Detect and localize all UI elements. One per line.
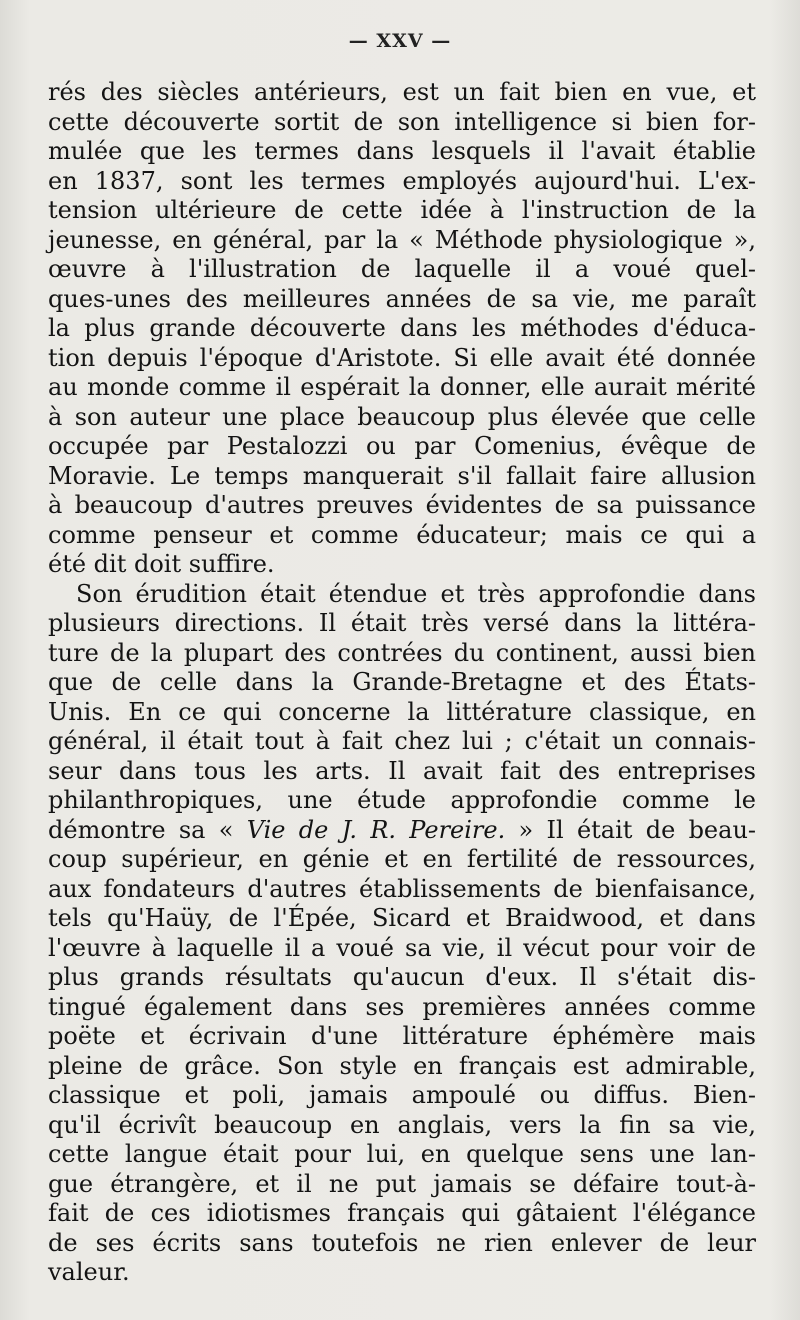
text-line: pleine de grâce. Son style en français est admirable, xyxy=(48,1051,756,1080)
paragraph xyxy=(48,78,756,580)
text-line: fait de ces idiotismes français qui gâtaient l'élégance xyxy=(48,1199,756,1227)
text-line: œuvre à l'illustration de laquelle il a voué quel- xyxy=(48,255,756,283)
text-line: jeunesse, en général, par la « Méthode physiologique », xyxy=(48,225,756,254)
body-text xyxy=(48,78,756,1288)
text-line: Unis. En ce qui concerne la littérature classique, en xyxy=(48,697,756,726)
text-line: à beaucoup d'autres preuves évidentes de sa puissance xyxy=(48,491,756,519)
text-line: comme penseur et comme éducateur; mais ce qui a xyxy=(48,520,756,549)
text-line: aux fondateurs d'autres établissements de bienfaisance, xyxy=(48,874,756,903)
text-line: de ses écrits sans toutefois ne rien enlever de leur xyxy=(48,1228,756,1257)
text-line: que de celle dans la Grande-Bretagne et des États- xyxy=(48,668,756,696)
text-line xyxy=(48,816,756,846)
text-line: à son auteur une place beaucoup plus élevée que celle xyxy=(48,402,756,431)
text-line: poëte et écrivain d'une littérature éphémère mais xyxy=(48,1022,756,1050)
text-line: tels qu'Haüy, de l'Épée, Sicard et Braidwood, et dans xyxy=(48,904,756,932)
paragraph xyxy=(48,580,756,1288)
text-line: coup supérieur, en génie et en fertilité de ressources, xyxy=(48,845,756,873)
text-line: tension ultérieure de cette idée à l'instruction de la xyxy=(48,196,756,224)
text-line: la plus grande découverte dans les méthodes d'éduca- xyxy=(48,314,756,342)
page-number-header: — XXV — xyxy=(348,30,452,52)
text-line: qu'il écrivît beaucoup en anglais, vers la fin sa vie, xyxy=(48,1110,756,1139)
text-line: plus grands résultats qu'aucun d'eux. Il s'était dis- xyxy=(48,963,756,991)
text-line: Moravie. Le temps manquerait s'il fallait faire allusion xyxy=(48,461,756,490)
text-line: occupée par Pestalozzi ou par Comenius, évêque de xyxy=(48,432,756,460)
text-line: seur dans tous les arts. Il avait fait des entreprises xyxy=(48,756,756,785)
text-line: au monde comme il espérait la donner, elle aurait mérité xyxy=(48,373,756,401)
text-line: classique et poli, jamais ampoulé ou diffus. Bien- xyxy=(48,1081,756,1109)
text-line: ture de la plupart des contrées du continent, aussi bien xyxy=(48,638,756,667)
text-line: général, il était tout à fait chez lui ; c'était un connais- xyxy=(48,727,756,755)
text-line: cette langue était pour lui, en quelque sens une lan- xyxy=(48,1140,756,1168)
text-run: démontre sa « xyxy=(48,815,247,844)
text-run: » Il était de beau- xyxy=(505,815,757,844)
text-line: rés des siècles antérieurs, est un fait bien en vue, et xyxy=(48,78,756,106)
text-line: tingué également dans ses premières années comme xyxy=(48,992,756,1021)
text-line: gue étrangère, et il ne put jamais se défaire tout-à- xyxy=(48,1169,756,1198)
text-line: valeur. xyxy=(48,1258,130,1286)
text-line: en 1837, sont les termes employés aujourd'hui. L'ex- xyxy=(48,166,756,195)
text-line: philanthropiques, une étude approfondie comme le xyxy=(48,786,756,814)
text-line: tion depuis l'époque d'Aristote. Si elle avait été donnée xyxy=(48,343,756,372)
text-line: cette découverte sortit de son intelligence si bien for- xyxy=(48,107,756,136)
text-line: l'œuvre à laquelle il a voué sa vie, il vécut pour voir de xyxy=(48,933,756,962)
text-line: été dit doit suffire. xyxy=(48,550,275,578)
text-line: Son érudition était étendue et très approfondie dans xyxy=(76,579,756,608)
text-line: mulée que les termes dans lesquels il l'avait établie xyxy=(48,137,756,165)
text-line: ques-unes des meilleures années de sa vie, me paraît xyxy=(48,284,756,313)
italic-book-title: Vie de J. R. Pereire. xyxy=(246,815,506,844)
text-line: plusieurs directions. Il était très versé dans la littéra- xyxy=(48,609,756,637)
